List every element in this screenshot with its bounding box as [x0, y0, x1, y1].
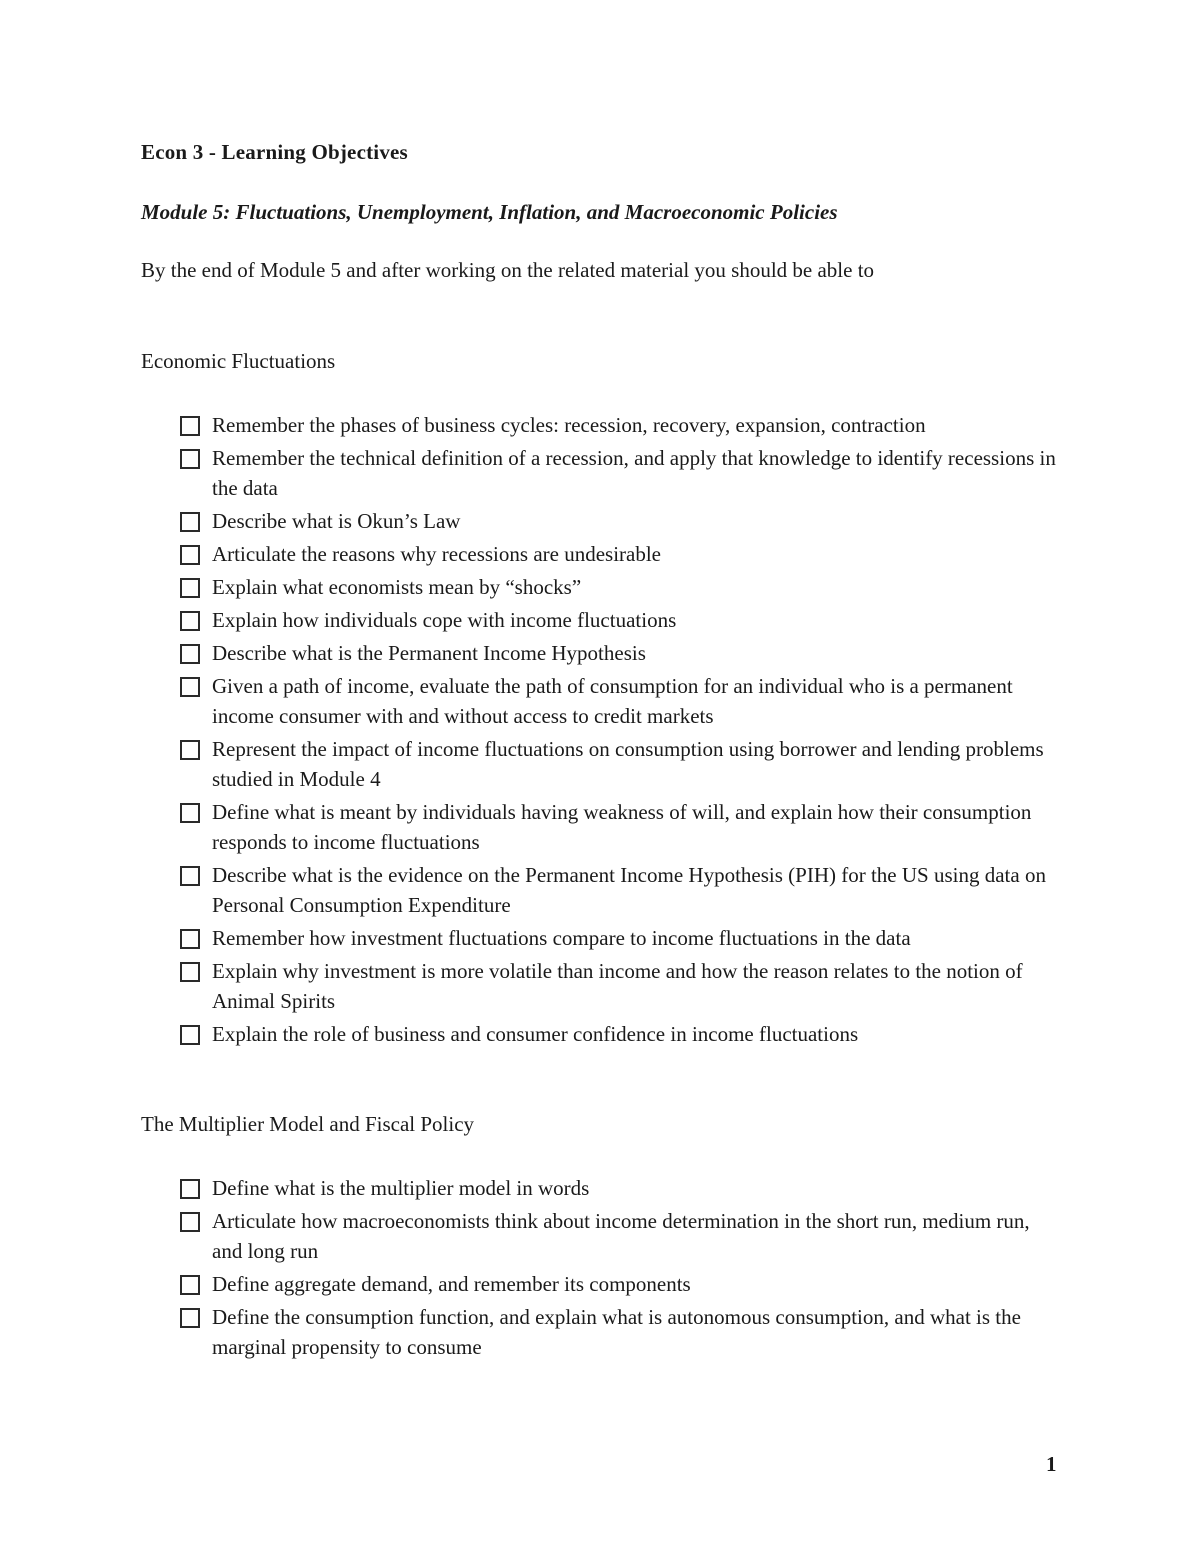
objective-item: [180, 605, 1060, 635]
objective-item: [180, 410, 1060, 440]
objective-text: Remember the phases of business cycles: recession, recovery, expansion, contraction: [212, 413, 926, 437]
section-heading-economic-fluctuations: Economic Fluctuations: [141, 349, 336, 373]
objective-text: Describe what is the evidence on the Permanent Income Hypothesis (PIH) for the US using data on Personal Consumption Expenditure: [212, 863, 1046, 917]
page-number: 1: [1046, 1452, 1057, 1476]
objective-text: Define aggregate demand, and remember its components: [212, 1272, 691, 1296]
checkbox-icon[interactable]: [180, 611, 200, 631]
objective-item: [180, 443, 1060, 503]
checkbox-icon[interactable]: [180, 578, 200, 598]
objective-text: Articulate the reasons why recessions are undesirable: [212, 542, 661, 566]
objective-item: [180, 1302, 1060, 1362]
checkbox-icon[interactable]: [180, 1212, 200, 1232]
objective-text: Remember how investment fluctuations compare to income fluctuations in the data: [212, 926, 911, 950]
checkbox-icon[interactable]: [180, 545, 200, 565]
checkbox-icon[interactable]: [180, 929, 200, 949]
objective-text: Given a path of income, evaluate the path of consumption for an individual who is a permanent income consumer with and without access to credit markets: [212, 674, 1013, 728]
checkbox-icon[interactable]: [180, 1275, 200, 1295]
checkbox-icon[interactable]: [180, 512, 200, 532]
document-title: Econ 3 - Learning Objectives: [141, 140, 408, 164]
checkbox-icon[interactable]: [180, 1179, 200, 1199]
objective-item: [180, 572, 1060, 602]
checkbox-icon[interactable]: [180, 449, 200, 469]
objective-item: [180, 797, 1060, 857]
objective-text: Describe what is the Permanent Income Hypothesis: [212, 641, 646, 665]
objective-text: Define what is meant by individuals having weakness of will, and explain how their consumption responds to income fluctuations: [212, 800, 1032, 854]
objective-item: [180, 506, 1060, 536]
objective-text: Articulate how macroeconomists think about income determination in the short run, medium run, and long run: [212, 1209, 1030, 1263]
objective-text: Explain the role of business and consumer confidence in income fluctuations: [212, 1022, 859, 1046]
intro-text: By the end of Module 5 and after working on the related material you should be able to: [141, 258, 875, 282]
module-title: Module 5: Fluctuations, Unemployment, Inflation, and Macroeconomic Policies: [141, 200, 838, 224]
objective-item: [180, 956, 1060, 1016]
objective-item: [180, 1206, 1060, 1266]
checkbox-icon[interactable]: [180, 644, 200, 664]
objective-text: Define what is the multiplier model in words: [212, 1176, 590, 1200]
objective-item: [180, 734, 1060, 794]
objective-item: [180, 638, 1060, 668]
checkbox-icon[interactable]: [180, 416, 200, 436]
objective-item: [180, 1173, 1060, 1203]
section-heading-multiplier-model: The Multiplier Model and Fiscal Policy: [141, 1112, 475, 1136]
checkbox-icon[interactable]: [180, 1308, 200, 1328]
objective-text: Explain why investment is more volatile than income and how the reason relates to the notion of Animal Spirits: [212, 959, 1023, 1013]
objective-text: Describe what is Okun’s Law: [212, 509, 461, 533]
checkbox-icon[interactable]: [180, 677, 200, 697]
objective-item: [180, 860, 1060, 920]
objectives-list-economic-fluctuations: [180, 410, 1060, 1052]
objective-item: [180, 671, 1060, 731]
checkbox-icon[interactable]: [180, 740, 200, 760]
objective-text: Define the consumption function, and explain what is autonomous consumption, and what is the marginal propensity to consume: [212, 1305, 1021, 1359]
checkbox-icon[interactable]: [180, 962, 200, 982]
objective-text: Remember the technical definition of a recession, and apply that knowledge to identify recessions in the data: [212, 446, 1056, 500]
objectives-list-multiplier-model: [180, 1173, 1060, 1365]
objective-text: Represent the impact of income fluctuations on consumption using borrower and lending problems studied in Module 4: [212, 737, 1044, 791]
objective-text: Explain how individuals cope with income fluctuations: [212, 608, 677, 632]
checkbox-icon[interactable]: [180, 1025, 200, 1045]
objective-item: [180, 923, 1060, 953]
objective-text: Explain what economists mean by “shocks”: [212, 575, 582, 599]
objective-item: [180, 539, 1060, 569]
objective-item: [180, 1269, 1060, 1299]
objective-item: [180, 1019, 1060, 1049]
checkbox-icon[interactable]: [180, 803, 200, 823]
checkbox-icon[interactable]: [180, 866, 200, 886]
